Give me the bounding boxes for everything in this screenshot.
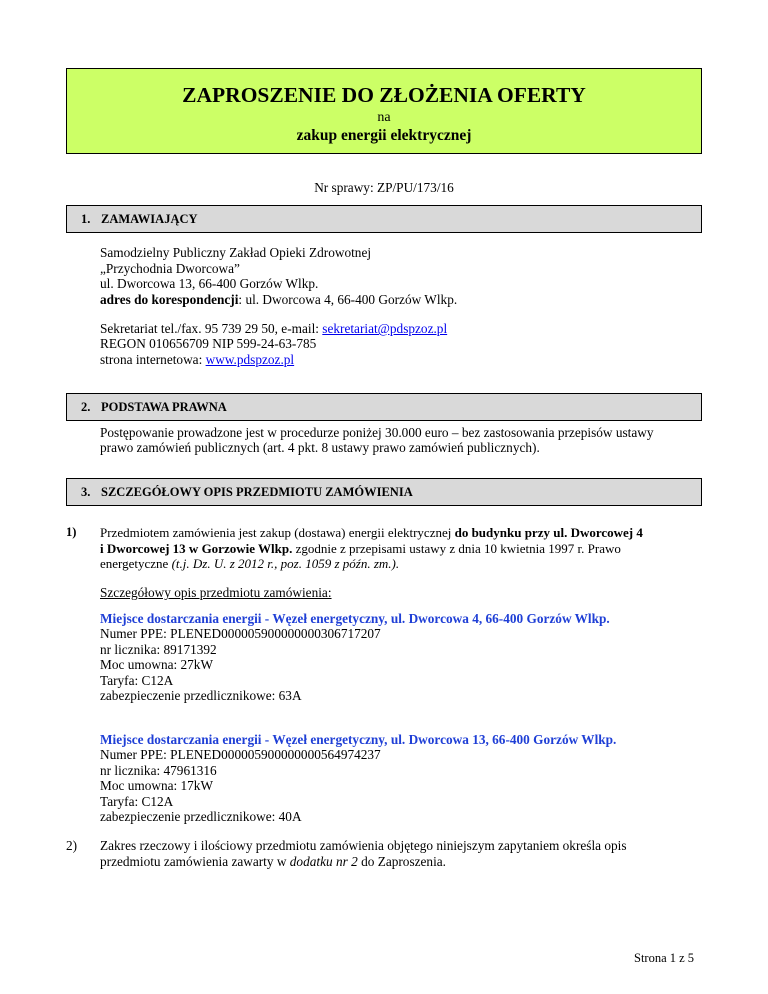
site-2-meter: nr licznika: 47961316 [100, 763, 217, 778]
detail-heading: Szczegółowy opis przedmiotu zamówienia: [100, 585, 332, 600]
item-1-line-1 [100, 525, 700, 541]
contact-line [100, 321, 447, 337]
phone-text: Sekretariat tel./fax. 95 739 29 50, e-mail: [100, 321, 323, 336]
item-1-line-2 [100, 541, 621, 557]
item-1-line-2-text: zgodnie z przepisami ustawy z dnia 10 kwietnia 1997 r. Prawo [292, 541, 621, 556]
item-2-line-2-text: przedmiotu zamówienia zawarty w [100, 854, 290, 869]
section-2-number: 2. [81, 400, 91, 414]
legal-basis-line-2: prawo zamówień publicznych (art. 4 pkt. 8 ustawy prawo zamówień publicznych). [100, 440, 540, 455]
legal-basis-line-1: Postępowanie prowadzone jest w procedurze poniżej 30.000 euro – bez zastosowania przepisów ustawy [100, 425, 654, 440]
email-link[interactable]: sekretariat@pdspzoz.pl [322, 321, 448, 336]
title-connector: na [377, 110, 391, 125]
item-2-line-2-italic: dodatku nr 2 [289, 854, 358, 869]
site-1-heading: Miejsce dostarczania energii - Węzeł energetyczny, ul. Dworcowa 4, 66-400 Gorzów Wlkp. [100, 611, 610, 626]
item-1-line-1-bold: do budynku przy ul. Dworcowej 4 [454, 525, 643, 540]
item-1-line-3-text: energetyczne [100, 556, 172, 571]
correspondence-label: adres do korespondencji [100, 292, 239, 307]
site-2-ppe: Numer PPE: PLENED000005900000000564974237 [100, 747, 381, 762]
item-2-line-2 [100, 854, 446, 870]
section-2-header [66, 393, 702, 421]
document-subtitle: zakup energii elektrycznej [296, 127, 472, 144]
document-title: ZAPROSZENIE DO ZŁOŻENIA OFERTY [182, 83, 586, 107]
site-1-tariff: Taryfa: C12A [100, 673, 174, 688]
website-label: strona internetowa: [100, 352, 206, 367]
section-3-title: SZCZEGÓŁOWY OPIS PRZEDMIOTU ZAMÓWIENIA [101, 485, 413, 499]
website-line [100, 352, 294, 368]
site-1-meter: nr licznika: 89171392 [100, 642, 217, 657]
site-2-tariff: Taryfa: C12A [100, 794, 174, 809]
site-2-fuse: zabezpieczenie przedlicznikowe: 40A [100, 809, 302, 824]
site-2-heading: Miejsce dostarczania energii - Węzeł energetyczny, ul. Dworcowa 13, 66-400 Gorzów Wlkp. [100, 732, 617, 747]
section-1-number: 1. [81, 212, 91, 226]
section-1-title: ZAMAWIAJĄCY [101, 212, 198, 226]
org-alias: „Przychodnia Dworcowa” [100, 261, 240, 276]
site-2-power: Moc umowna: 17kW [100, 778, 214, 793]
item-1-line-3 [100, 556, 399, 572]
title-box [66, 68, 702, 154]
section-2-title: PODSTAWA PRAWNA [101, 400, 227, 414]
section-3-number: 3. [81, 485, 91, 499]
item-2-number: 2) [66, 838, 78, 853]
item-1-line-2-bold: i Dworcowej 13 w Gorzowie Wlkp. [100, 541, 293, 556]
section-3-header [66, 478, 702, 506]
item-1-line-1-text: Przedmiotem zamówienia jest zakup (dostawa) energii elektrycznej [100, 525, 455, 540]
website-link[interactable]: www.pdspzoz.pl [205, 352, 295, 367]
item-2-line-2-end: do Zaproszenia. [357, 854, 446, 869]
site-1-ppe: Numer PPE: PLENED000005900000000306717207 [100, 626, 381, 641]
regon-nip: REGON 010656709 NIP 599-24-63-785 [100, 336, 317, 351]
section-1-header [66, 205, 702, 233]
item-1-line-3-italic: (t.j. Dz. U. z 2012 r., poz. 1059 z późn. zm.). [171, 556, 400, 571]
item-1-number: 1) [66, 525, 77, 539]
item-2-line-1: Zakres rzeczowy i ilościowy przedmiotu zamówienia objętego niniejszym zapytaniem określa opis [100, 838, 627, 853]
org-address: ul. Dworcowa 13, 66-400 Gorzów Wlkp. [100, 276, 319, 291]
case-number: Nr sprawy: ZP/PU/173/16 [314, 180, 454, 195]
org-name: Samodzielny Publiczny Zakład Opieki Zdrowotnej [100, 245, 372, 260]
site-1-power: Moc umowna: 27kW [100, 657, 214, 672]
site-1-fuse: zabezpieczenie przedlicznikowe: 63A [100, 688, 302, 703]
page-number: Strona 1 z 5 [634, 951, 695, 965]
correspondence-address [100, 292, 457, 308]
correspondence-value: : ul. Dworcowa 4, 66-400 Gorzów Wlkp. [238, 292, 458, 307]
